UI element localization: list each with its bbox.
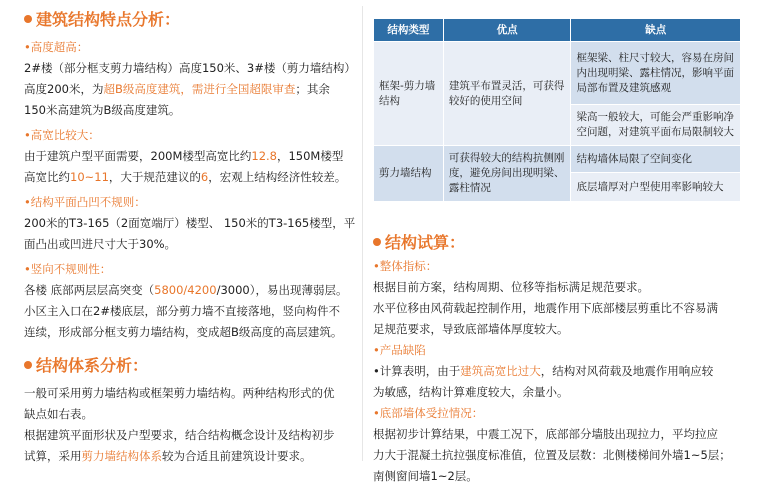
table-header-row (374, 19, 741, 42)
table-cell-cons: 梁高一般较大，可能会严重影响净空问题，对建筑平面布局限制较大 (571, 105, 741, 146)
table-cell-cons: 框架梁、柱尺寸较大，容易在房间内出现明梁、露柱情况，影响平面局部布置及建筑感观 (571, 42, 741, 105)
paragraph-line: 根据目前方案，结构周期、位移等指标满足规范要求。 (373, 280, 649, 294)
subheading-product-defects: •产品缺陷 (373, 343, 426, 357)
table-cell-cons: 结构墙体局限了空间变化 (571, 146, 741, 173)
bullet-dot-icon (373, 238, 381, 246)
paragraph-line: 连续，形成部分框支剪力墙结构，变成超B级高度的高层建筑。 (24, 325, 343, 339)
table-cell-pros: 建筑平布置灵活，可获得较好的使用空间 (443, 42, 571, 146)
bullet-dot-icon (24, 15, 32, 23)
comparison-table (373, 18, 741, 202)
paragraph-line: 200米的T3-165（2面宽端厅）楼型、 150米的T3-165楼型，平 (24, 216, 356, 230)
paragraph-line: 足规范要求，导致底部墙体厚度较大。 (373, 322, 569, 336)
table-header: 缺点 (571, 19, 741, 42)
highlight-text: 12.8 (251, 149, 277, 163)
table-header: 优点 (443, 19, 571, 42)
subheading-bottom-wall-tension: •底部墙体受拉情况： (373, 406, 484, 420)
subheading-plan-irregularity: •结构平面凸凹不规则： (24, 195, 146, 209)
paragraph-line: 根据初步计算结果，中震工况下，底部部分墙肢出现拉力，平均拉应 (373, 427, 718, 441)
highlight-text: 剪力墙结构体系 (81, 449, 162, 463)
paragraph-line: 小区主入口在2#楼底层，部分剪力墙不直接落地，竖向构件不 (24, 304, 340, 318)
paragraph-line: 为敏感，结构计算难度较大，余量小。 (373, 385, 569, 399)
highlight-text: 5800/4200 (154, 283, 217, 297)
paragraph-line: 缺点如右表。 (24, 407, 93, 421)
subheading-height: •高度超高： (24, 40, 89, 54)
paragraph-line: 各楼 底部两层层高突变（5800/4200/3000），易出现薄弱层。 (24, 283, 348, 297)
paragraph-line: 2#楼（部分框支剪力墙结构）高度150米、3#楼（剪力墙结构） (24, 61, 356, 75)
paragraph-line: 南侧窗间墙1~2层。 (373, 469, 478, 483)
column-divider (362, 6, 363, 461)
table-row (374, 42, 741, 105)
paragraph-line: 高宽比约10~11，大于规范建议的6，宏观上结构经济性较差。 (24, 170, 347, 184)
highlight-text: 10~11 (70, 170, 109, 184)
table-cell-pros: 可获得较大的结构抗侧刚度，避免房间出现明梁、露柱情况 (443, 146, 571, 202)
paragraph-line: 由于建筑户型平面需要，200M楼型高宽比约12.8，150M楼型 (24, 149, 344, 163)
left-column (24, 0, 360, 467)
table-cell-type: 框架-剪力墙结构 (374, 42, 444, 146)
paragraph-line: 150米高建筑为B级高度建筑。 (24, 103, 181, 117)
heading-structure-trial: 结构试算： (373, 232, 741, 254)
paragraph-line: 力大于混凝土抗拉强度标准值，位置及层数：北侧楼梯间外墙1~5层； (373, 448, 731, 462)
paragraph-line: 一般可采用剪力墙结构或框架剪力墙结构。两种结构形式的优 (24, 386, 335, 400)
paragraph-line: 高度200米，为超B级高度建筑，需进行全国超限审查；其余 (24, 82, 330, 96)
highlight-text: 6 (200, 170, 209, 184)
table-cell-cons: 底层墙厚对户型使用率影响较大 (571, 173, 741, 202)
right-column (373, 0, 741, 487)
bullet-dot-icon (24, 361, 32, 369)
table-header: 结构类型 (374, 19, 444, 42)
heading-structure-system: 结构体系分析： (24, 355, 360, 377)
subheading-vertical-irregularity: •竖向不规则性： (24, 262, 112, 276)
table-row (374, 146, 741, 173)
paragraph-line: 试算，采用剪力墙结构体系较为合适且前建筑设计要求。 (24, 449, 312, 463)
highlight-text: 超B级高度建筑，需进行全国超限审查 (103, 82, 296, 96)
heading-structure-features: 建筑结构特点分析： (24, 9, 360, 31)
paragraph-line: 水平位移由风荷载起控制作用，地震作用下底部楼层剪重比不容易满 (373, 301, 718, 315)
subheading-aspect-ratio: •高宽比较大： (24, 128, 100, 142)
subheading-overall-indicators: •整体指标： (373, 259, 438, 273)
paragraph-line: 面凸出或凹进尺寸大于30%。 (24, 237, 177, 251)
highlight-text: 建筑高宽比过大 (460, 364, 541, 378)
table-cell-type: 剪力墙结构 (374, 146, 444, 202)
paragraph-line: 根据建筑平面形状及户型要求，结合结构概念设计及结构初步 (24, 428, 335, 442)
paragraph-line: •计算表明，由于建筑高宽比过大，结构对风荷载及地震作用响应较 (373, 364, 714, 378)
